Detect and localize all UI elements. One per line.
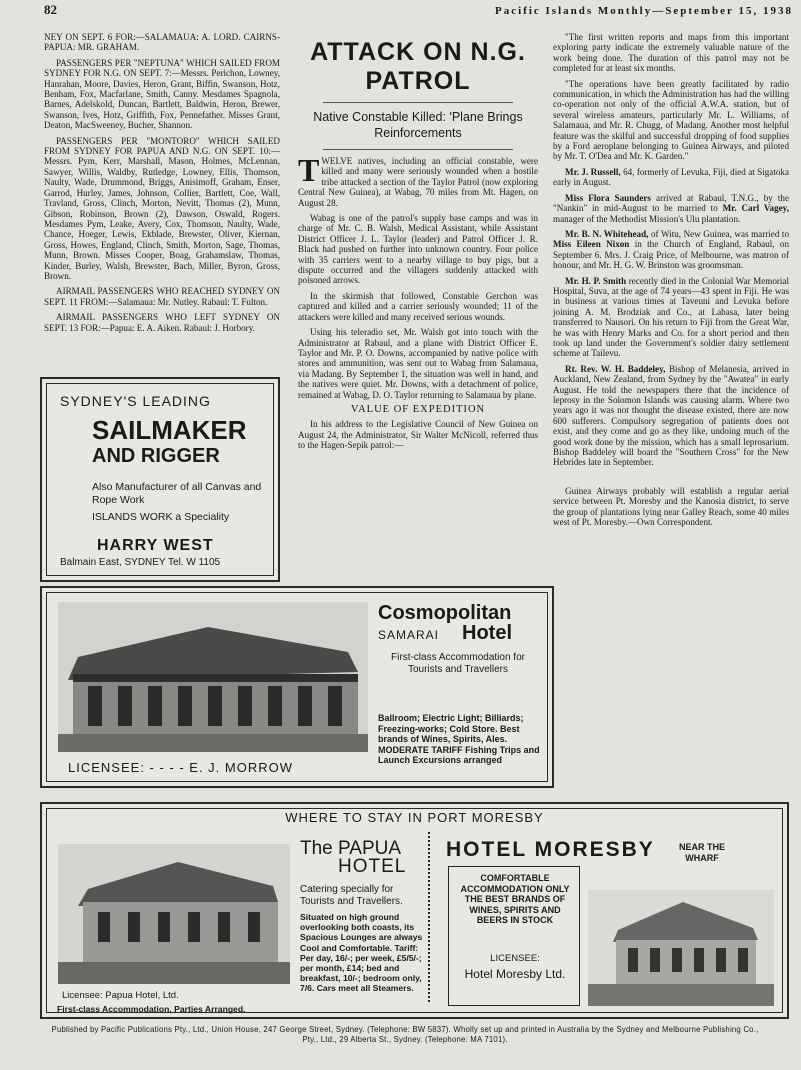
ad-tagline: SYDNEY'S LEADING [60, 393, 211, 409]
ad-heading: AND RIGGER [92, 445, 220, 467]
ad-speciality: ISLANDS WORK a Speciality [92, 511, 230, 523]
hotel-features: Ballroom; Electric Light; Billiards; Freezing-works; Cold Store. Best brands of Wines, Spirits, Ales. MODERATE TARIFF Fishing Trips and Launch Excursions arranged [378, 713, 540, 765]
news-text: recently died in the Colonial War Memorial Hospital, Suva, at the age of 74 years—43 spent in Fiji. He was in business at various times at Taveuni and Levuka before joining A. M. Brodziak and Co., at Labasa, later being transferred to Nausori. On his return to Fiji from the Great War, he was with Henry Marks and Co. for a short period and then took up land under the Government's soldier dairy settlement scheme at Tailevu. [553, 275, 789, 359]
drop-cap: T [298, 152, 320, 188]
passenger-paragraph: NEY ON SEPT. 6 FOR:—SALAMAUA: A. LORD. CAIRNS-PAPUA: MR. GRAHAM. [44, 32, 280, 53]
publisher-footer: Published by Pacific Publications Pty., Ltd., Union House, 247 George Street, Sydney. (Telephone: BW 5837). Wholly set up and printed in Australia by the Sydney and Melbourne Publishing Co., Pty., Ltd., 29 Alberta St., Sydney. (Telephone: MA 7101). [51, 1025, 759, 1044]
ad-address: Balmain East, SYDNEY Tel. W 1105 [60, 557, 221, 568]
where-to-stay-title: WHERE TO STAY IN PORT MORESBY [285, 810, 544, 825]
papua-hotel-name: HOTEL [338, 856, 407, 877]
news-text: of Witu, New Guinea, was married to [648, 228, 789, 239]
papua-hotel-image [58, 844, 290, 984]
article-paragraph: Wabag is one of the patrol's supply base camps and was in charge of Mr. C. B. Walsh, Medical Assistant, while Assistant District Officer J. L. Taylor (leader) and Patrol Officer J. R. Black had pushed on further into unknown country. Four police with 35 carriers went to a nearby village to buy pigs, but a dispute occurred and the villagers suddenly attacked with poisoned arrows. [298, 213, 538, 286]
moresby-accommodation: COMFORTABLE ACCOMMODATION ONLY THE BEST BRANDS OF WINES, SPIRITS AND BEERS IN STOCK [460, 873, 570, 925]
moresby-hotel-image [588, 890, 774, 1006]
passenger-paragraph: AIRMAIL PASSENGERS WHO LEFT SYDNEY ON SEPT. 13 FOR:—Papua: E. A. Aiken. Rabaul: J. Horbory. [44, 312, 280, 333]
person-name: Mr. B. N. Whitehead, [565, 228, 649, 239]
hotel-description: First-class Accommodation for Tourists and Travellers [391, 652, 525, 675]
quote-paragraph: "The operations have been greatly facilitated by radio communication, in which the Administration has had the willing co-operation not only of the official A.W.A. station, but of several wireless amateurs, particularly Mr. L. Williams, of Salamaua, and Mr. R. Chugg, of Madang. Another most helpful feature was the skilful and successful dropping of food supplies by a Ford aeroplane belonging to Guinea Airways, and piloted by Mr. T. O'Dea and Mr. K. Garden." [553, 78, 789, 162]
article-headline: ATTACK ON N.G. PATROL [310, 38, 526, 95]
article-paragraph: In the skirmish that followed, Constable Gerchon was captured and killed and a carrier seriously wounded; 11 of the attackers were killed and many received serious wounds. [298, 290, 538, 322]
papua-footer: First-class Accommodation. Parties Arranged. [57, 1004, 246, 1014]
moresby-hotel-photo [588, 890, 774, 1006]
moresby-licensee: Hotel Moresby Ltd. [464, 967, 566, 981]
news-text: 64, formerly of Levuka, Fiji, died at Sigatoka early in August. [553, 166, 789, 188]
person-name: Mr. J. Russell, [565, 166, 621, 177]
news-text: arrived at Rabaul, T.N.G., by the "Nankin" in mid-August to be married to [553, 192, 789, 214]
news-text: manager of the Methodist Mission's Ulu plantation. [553, 213, 741, 224]
news-item: Guinea Airways probably will establish a regular aerial service between Pt. Moresby and the Kanosia district, to serve the group of plantations lying near Galley Reach, some 40 miles west of Pt. Moresby.—Own Correspondent. [553, 485, 789, 528]
ad-name: HARRY WEST [97, 537, 214, 554]
article-paragraph: Using his teleradio set, Mr. Walsh got into touch with the Administrator at Rabaul, and a plane with District Officer E. Taylor and Mr. P. O. Downs, accompanied by native police with stores and ammunition, was sent out to Wabag from Salamaua, via Madang. By September 1, the situation was well in hand, and the natives were quiet. Mr. Downs, with a detachment of police, remained at Wabag, D. O. Taylor returning to Salamaua by plane. [298, 327, 538, 400]
hotel-licensee: LICENSEE: - - - - E. J. MORROW [68, 760, 294, 775]
article-paragraph: In his address to the Legislative Council of New Guinea on August 24, the Administrator, Sir Walter McNicoll, referred thus to the Hagen-Sepik patrol:— [298, 419, 538, 451]
papua-hotel-the: The PAPUA [300, 838, 402, 859]
passenger-paragraph: PASSENGERS PER "NEPTUNA" WHICH SAILED FROM SYDNEY FOR N.G. ON SEPT. 7:—Messrs. Perichon, Lowney, Hanrahan, Moore, Davies, Heron, Grant, Biffin, Swanson, Hotz, Benham, Fox, Macfarlane, Smith, Canny. Mesdames Spagnola, Barnes, Adelskold, Duncan, Bartlett, Baldwin, Heron, Brewer, Swanson, Ives, Hotz, Griffith, Fox, Pennefather. Misses Grant, Deaton, MacSweeney, Bucher, Shannon. [44, 57, 280, 131]
cosmopolitan-hotel-advertisement [40, 586, 554, 788]
news-item [553, 364, 789, 468]
article-lead [298, 152, 538, 208]
passenger-lists-column [44, 32, 280, 338]
lead-text: WELVE natives, including an official constable, were killed and many were seriously wounded when a hostile tribe attacked a section of the Taylor Patrol (now exploring Central New Guinea), at Wabag, 70 miles from Mt. Hagen, on August 28. [298, 156, 538, 208]
passenger-paragraph: AIRMAIL PASSENGERS WHO REACHED SYDNEY ON SEPT. 11 FROM:—Salamaua: Mr. Nutley. Rabaul: T. Fulton. [44, 286, 280, 307]
news-item [553, 276, 789, 359]
news-text: Bishop of Melanesia, arrived in Auckland, New Zealand, from Sydney by the "Awatea" in early August. He told the newspapers there that the incidence of leprosy in the Solomon Islands was causing alarm. Where two years ago it was not thought the disease existed, there are now 600 sufferers. Compulsory segregation of patients does not exist, and they come and go as they like, undoing much of the good work done by the mission, which has a small leprosarium. Bishop Baddeley will board the "Southern Cross" for the New Hebrides late in September. [553, 363, 789, 468]
moresby-licensee-label: LICENSEE: [490, 953, 540, 964]
moresby-hotel-name: HOTEL MORESBY [446, 838, 655, 861]
main-article [298, 34, 538, 456]
hotel-photo [58, 602, 368, 752]
ad-description: Also Manufacturer of all Canvas and Rope Work [92, 481, 262, 506]
news-column [553, 32, 789, 532]
person-name: Miss Flora Saunders [565, 192, 651, 203]
person-name: Rt. Rev. W. H. Baddeley, [565, 363, 666, 374]
headline-rule [323, 102, 513, 103]
hotel-location: SAMARAI [378, 628, 440, 642]
moresby-near-wharf: NEAR THE WHARF [678, 842, 725, 863]
port-moresby-hotels-advertisement [40, 802, 789, 1019]
article-subhead: VALUE OF EXPEDITION [350, 403, 486, 415]
sailmaker-advertisement [40, 377, 280, 582]
hotel-word: Hotel [462, 622, 512, 644]
passenger-paragraph: PASSENGERS PER "MONTORO" WHICH SAILED FROM SYDNEY FOR PAPUA AND N.G. ON SEPT. 10:—Messrs. Pym, Kerr, Marshall, Mason, Holmes, McLennan, Sawyer, Willis, Waldby, Rutledge, Lowney, Ellis, Thomson, Naulty, Wade, Drummond, Briggs, Anisimoff, Graham, Enser, Garrod, Hurley, James, Johnson, Collier, Bartlett, Coe, Wall, Travland, Gross, Clinch, Morton, Nevitt, Thomas (2), Munn, Gibson, Robinson, Brown (2), Dawson, Oswald, Rogers. Mesdames Pym, Leake, Avery, Cox, Thomson, Naulty, Wade, Chance, Hoeger, Lewis, Ekblade, Brewster, Oliver, Kiernan, Gross, Howes, England, Clinch, Smith, Morton, Sage, Thomas, Munn, Brown. Misses Cooper, Boag, Grahamslaw, Thomas, Kinder, Burley, Walsh, Brewster, Bach, Miller, Byron, Gross, Brown. [44, 135, 280, 281]
news-item [553, 167, 789, 188]
deck-rule [323, 149, 513, 150]
papua-licensee: Licensee: Papua Hotel, Ltd. [62, 990, 179, 1001]
hotel-building-image [58, 602, 368, 752]
person-name: Miss Eileen Nixon [553, 239, 630, 250]
ad-heading: SAILMAKER [92, 415, 247, 445]
article-deck: Native Constable Killed: 'Plane Brings Reinforcements [313, 110, 523, 140]
person-name: Mr. H. P. Smith [565, 275, 627, 286]
running-title: Pacific Islands Monthly—September 15, 1938 [495, 5, 793, 17]
news-item [553, 229, 789, 271]
news-item [553, 193, 789, 224]
moresby-info-box [448, 866, 580, 1006]
person-name: Mr. Carl Vagey, [722, 203, 789, 214]
news-text: in the Church of England, Rabaul, on September 6. Mrs. J. Craig Price, of Melbourne, was matron of honour, and Mr. H. G. W. Brinston was groomsman. [553, 239, 789, 271]
papua-description: Situated on high ground overlooking both coasts, its Spacious Lounges are always Cool and Comfortable. Tariff: Per day, 16/-; per week, £5/5/-; per month, £14; bed and breakfast, 10/-; bedroom only, 7/6. Cars meet all Steamers. [300, 912, 423, 994]
hotel-name: Cosmopolitan [378, 602, 512, 624]
quote-paragraph: "The first written reports and maps from this important exploring party indicate the extremely valuable nature of the work being done. The duration of this patrol may not be completed for at least six months. [553, 32, 789, 74]
papua-catering: Catering specially for Tourists and Travellers. [300, 884, 403, 907]
papua-hotel-photo [58, 844, 290, 984]
page-number: 82 [44, 2, 57, 17]
ad-divider [428, 832, 430, 1002]
